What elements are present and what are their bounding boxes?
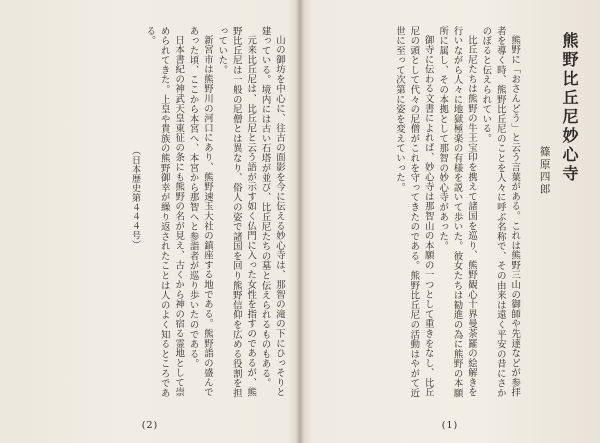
page-number: (2) [141,420,159,431]
left-page-text [22,26,286,399]
article-title: 熊野比丘尼妙心寺 [560,32,579,184]
book-gutter [296,0,304,443]
paragraph: 比丘尼たちは熊野の牛王宝印を携えて諸国を巡り、熊野観心十界曼荼羅の絵解きを行いながら人々に地獄極楽の有様を説いて歩いた。彼女たちは勧進の為に熊野の本願所に属し、その本拠として那智の妙心寺があった。 [437,26,477,399]
paragraph: 日本書紀の神武天皇東征の条にも熊野の名が見え、古くから神の宿る霊地として崇められてきた。上皇や貴族の熊野御幸が繰り返されたことは人のよく知るところである。 [144,26,185,399]
paragraph: 元来比丘尼は、比丘尼と云う語が示す如く仏門に入った女性を指すのであるが、熊野比丘尼は一般の尼僧とは異なり、俗人の姿で諸国を回り熊野信仰を広める役割を担っていた。 [216,26,257,399]
paragraph: 山の御坊を中心に、往古の面影を今に伝える妙心寺は、那智の滝の下にひっそりと建っている。境内には古い石塔が並び、比丘尼たちの墓と伝えられるものもある。 [259,26,285,398]
paragraph: 新宮市は熊野川の河口にあり、熊野速玉大社の鎮座する地である。熊野詣の盛んであった頃、ここから本宮へ、本宮から那智へと参詣者が巡り歩いたのである。 [187,26,213,398]
paragraph: 御寺に伝わる文書によれば、妙心寺は那智山の本願の一つとして重きをなし、比丘尼の頭として代々の尼僧がこれを守ってきたのである。熊野比丘尼の活動はやがて近世に至って次第に姿を変えていった。 [393,26,434,399]
paragraph: 熊野に「おさんどう」と云う言葉がある。これは熊野三山の御師や先達などが参拝者を導く時、熊野比丘尼のことを人々に呼ぶ名称で、その由来は遠く平安の昔にさかのぼると伝えられている。 [480,26,521,399]
article-author: 篠原四郎 [538,146,551,196]
source-note: （日本歴史第４４４号） [129,146,140,250]
right-page [300,0,600,443]
page-number: (1) [441,420,459,431]
right-page-text [314,26,582,399]
